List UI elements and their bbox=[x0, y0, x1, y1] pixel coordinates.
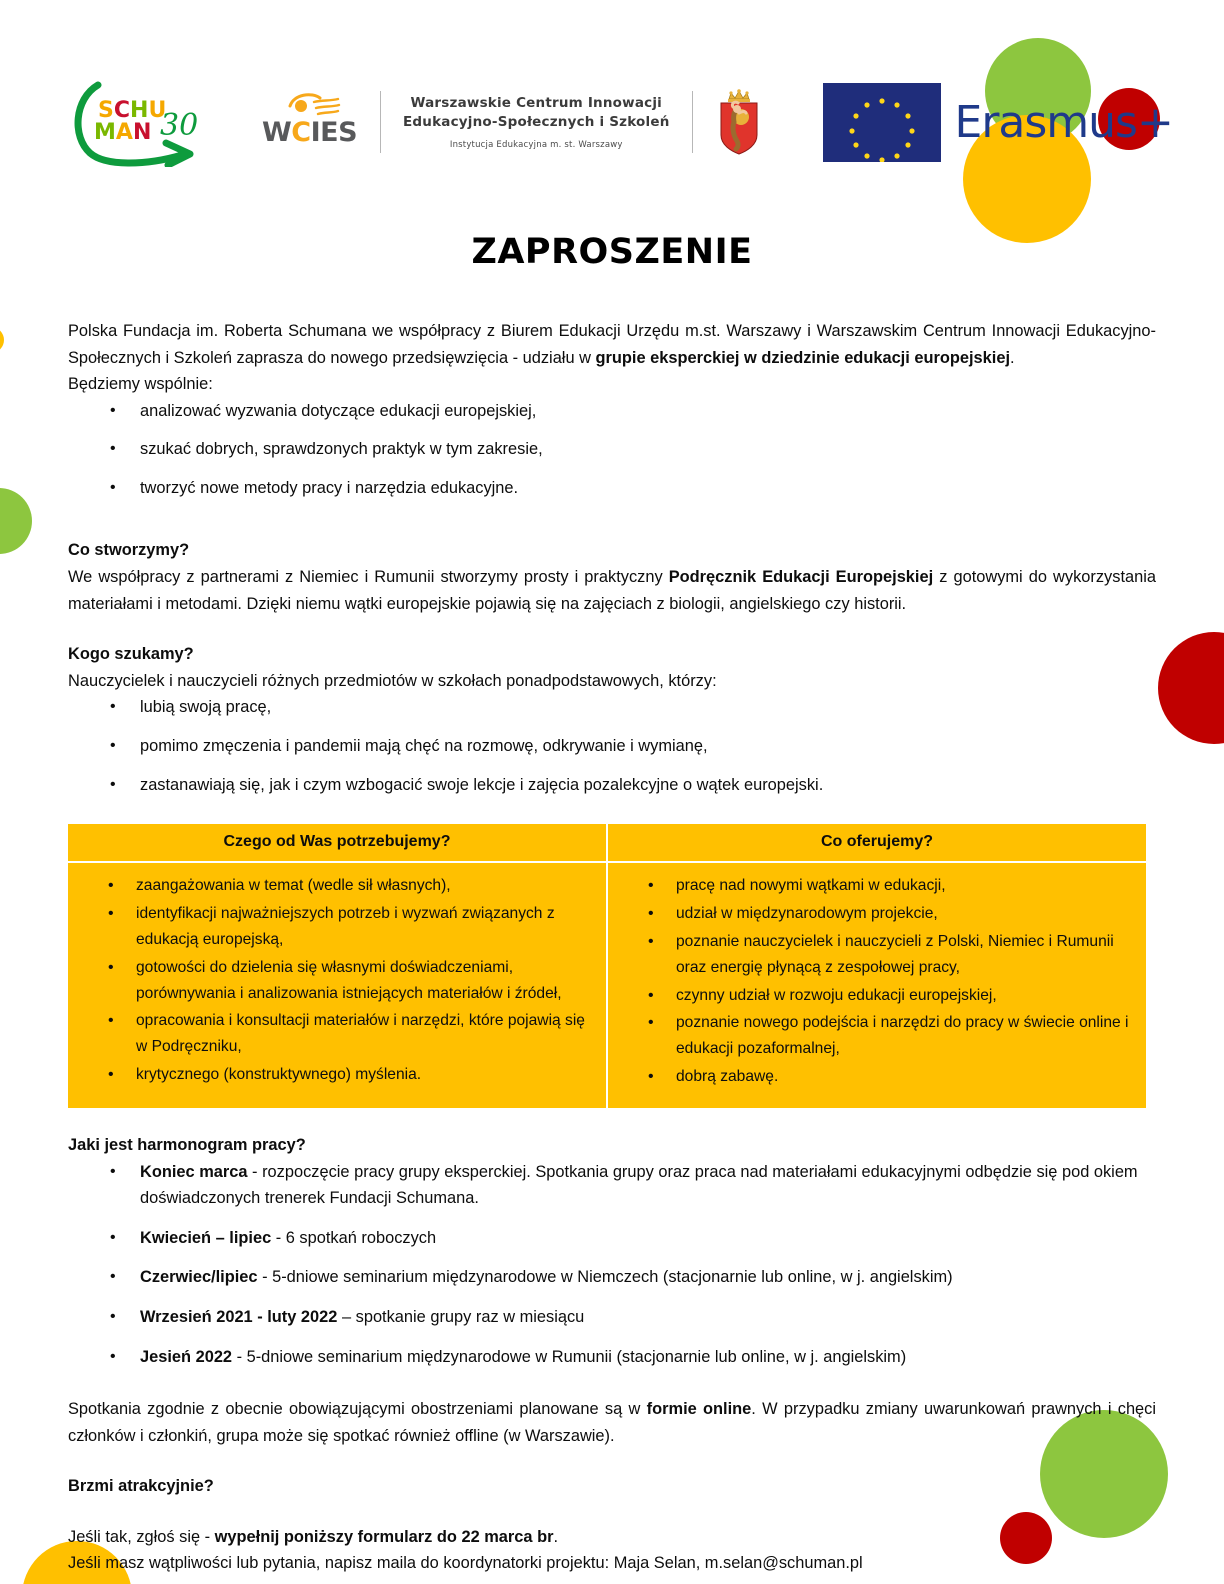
table-cell-requirements bbox=[68, 862, 607, 1108]
decorative-circle-green-left bbox=[0, 488, 32, 554]
offer-list bbox=[622, 873, 1132, 1090]
spacer bbox=[68, 1500, 1156, 1524]
list-item: • krytycznego (konstruktywnego) myślenia. bbox=[136, 1062, 592, 1088]
table-cell-offer bbox=[607, 862, 1146, 1108]
logo-bar bbox=[68, 72, 1173, 172]
eu-stars bbox=[823, 83, 941, 162]
list-item bbox=[140, 1304, 1156, 1331]
document-content bbox=[68, 0, 1156, 1577]
wcies-wordmark bbox=[262, 119, 357, 146]
svg-text:MAN: MAN bbox=[94, 120, 152, 145]
decorative-circle-red-right bbox=[1158, 632, 1224, 744]
schuman-30-logo bbox=[68, 77, 216, 167]
erasmus-plus-logo bbox=[823, 83, 1173, 162]
closing-line-2: Jeśli masz wątpliwości lub pytania, napisz maila do koordynatorki projektu: Maja Selan, m.selan@schuman.pl bbox=[68, 1554, 863, 1573]
closing-line-1-part-1: Jeśli tak, zgłoś się - bbox=[68, 1527, 215, 1546]
wcies-name-line-2: Edukacyjno-Społecznych i Szkoleń bbox=[403, 113, 670, 130]
wcies-mark bbox=[262, 90, 360, 154]
wcies-letter-w: W bbox=[262, 117, 292, 148]
table-header-requirements: Czego od Was potrzebujemy? bbox=[68, 824, 607, 862]
schedule-detail: - 6 spotkań roboczych bbox=[271, 1228, 437, 1247]
requirements-list bbox=[82, 873, 592, 1088]
spacer bbox=[68, 617, 1156, 641]
co-stworzymy-part-1: We współpracy z partnerami z Niemiec i Rumunii stworzymy prosty i praktyczny bbox=[68, 568, 669, 587]
eu-flag-icon bbox=[823, 83, 941, 162]
list-item: • czynny udział w rozwoju edukacji europejskiej, bbox=[676, 983, 1132, 1009]
logo-divider-1 bbox=[380, 91, 381, 153]
requirements-offer-table bbox=[68, 824, 1146, 1108]
list-item: • analizować wyzwania dotyczące edukacji europejskiej, bbox=[140, 398, 1156, 425]
table-row bbox=[68, 862, 1146, 1108]
intro-lead-in: Będziemy wspólnie: bbox=[68, 375, 213, 394]
online-note-bold: formie online bbox=[646, 1400, 752, 1419]
list-item: • poznanie nauczycielek i nauczycieli z Polski, Niemiec i Rumunii oraz energię płynącą z zespołowej pracy, bbox=[676, 929, 1132, 981]
section-heading-kogo-szukamy: Kogo szukamy? bbox=[68, 645, 194, 664]
table-body bbox=[68, 862, 1146, 1108]
svg-text:30: 30 bbox=[160, 108, 199, 143]
spacer bbox=[68, 1383, 1156, 1396]
kogo-szukamy-bullet-list bbox=[68, 694, 1156, 798]
list-item: • gotowości do dzielenia się własnymi doświadczeniami, porównywania i analizowania istniejących materiałów i źródeł, bbox=[136, 955, 592, 1007]
list-item: • opracowania i konsultacji materiałów i narzędzi, które pojawią się w Podręczniku, bbox=[136, 1008, 592, 1060]
closing-line-1 bbox=[68, 1524, 1156, 1551]
section-heading-co-stworzymy: Co stworzymy? bbox=[68, 541, 190, 560]
section-heading-harmonogram: Jaki jest harmonogram pracy? bbox=[68, 1136, 306, 1155]
schedule-detail: - 5-dniowe seminarium międzynarodowe w Rumunii (stacjonarnie lub online, w j. angielskim) bbox=[232, 1347, 907, 1366]
schedule-period: Kwiecień – lipiec bbox=[140, 1228, 272, 1247]
list-item bbox=[140, 1225, 1156, 1252]
table-header bbox=[68, 824, 1146, 862]
schedule-period: Czerwiec/lipiec bbox=[140, 1268, 258, 1287]
closing-line-1-bold: wypełnij poniższy formularz do 22 marca br bbox=[214, 1527, 554, 1546]
co-stworzymy-part-2: z gotowymi do wykorzystania materiałami i metodami. Dzięki niemu wątki europejskie pojawią się na zajęciach z biologii, angielskiego czy historii. bbox=[68, 568, 1156, 613]
spacer bbox=[68, 1108, 1156, 1132]
list-item: • pracę nad nowymi wątkami w edukacji, bbox=[676, 873, 1132, 899]
schedule-detail: - rozpoczęcie pracy grupy eksperckiej. Spotkania grupy oraz praca nad materiałami edukacyjnymi odbędzie się pod okiem doświadczonych trenerek Fundacji Schumana. bbox=[140, 1162, 1138, 1208]
spacer bbox=[68, 272, 1156, 318]
intro-text-part-2: . bbox=[1010, 348, 1015, 367]
schedule-detail: – spotkanie grupy raz w miesiącu bbox=[337, 1307, 585, 1326]
schedule-period: Koniec marca bbox=[140, 1162, 248, 1181]
list-item bbox=[140, 1344, 1156, 1371]
wcies-letter-ies: IES bbox=[310, 117, 358, 148]
list-item bbox=[140, 1264, 1156, 1291]
list-item: • identyfikacji najważniejszych potrzeb i wyzwań związanych z edukacją europejską, bbox=[136, 901, 592, 953]
schedule-period: Wrzesień 2021 - luty 2022 bbox=[140, 1307, 338, 1326]
wcies-subtitle: Instytucja Edukacyjna m. st. Warszawy bbox=[449, 139, 623, 150]
wcies-swoosh-icon bbox=[286, 90, 342, 120]
wcies-logo bbox=[262, 83, 775, 161]
intro-text-part-1: Polska Fundacja im. Roberta Schumana we współpracy z Biurem Edukacji Urzędu m.st. Warszawy i Warszawskim Centrum Innowacji Edukacyjno-Społecznych i Szkoleń zaprasza do nowego przedsięwzięcia - udziału w bbox=[68, 322, 1156, 367]
list-item: • tworzyć nowe metody pracy i narzędzia edukacyjne. bbox=[140, 475, 1156, 502]
section-heading-brzmi-atrakcyjnie: Brzmi atrakcyjnie? bbox=[68, 1477, 214, 1496]
closing-line-1-part-2: . bbox=[553, 1527, 559, 1546]
list-item: • zaangażowania w temat (wedle sił własnych), bbox=[136, 873, 592, 899]
wcies-name-line-1: Warszawskie Centrum Innowacji bbox=[410, 95, 662, 112]
table-header-row bbox=[68, 824, 1146, 862]
erasmus-wordmark: Erasmus+ bbox=[954, 96, 1173, 148]
intro-paragraph bbox=[68, 318, 1156, 371]
kogo-szukamy-lead-in: Nauczycielek i nauczycieli różnych przedmiotów w szkołach ponadpodstawowych, którzy: bbox=[68, 671, 717, 690]
online-note-paragraph bbox=[68, 1396, 1156, 1449]
intro-bullet-list bbox=[68, 398, 1156, 502]
list-item: • lubią swoją pracę, bbox=[140, 694, 1156, 721]
svg-text:SCHU: SCHU bbox=[98, 98, 167, 123]
wcies-letter-c: C bbox=[291, 117, 311, 148]
list-item: • szukać dobrych, sprawdzonych praktyk w tym zakresie, bbox=[140, 436, 1156, 463]
co-stworzymy-paragraph bbox=[68, 564, 1156, 617]
warsaw-coat-of-arms bbox=[717, 89, 761, 155]
page-title: ZAPROSZENIE bbox=[471, 232, 753, 272]
spacer bbox=[68, 513, 1156, 537]
harmonogram-list bbox=[68, 1159, 1156, 1370]
co-stworzymy-bold: Podręcznik Edukacji Europejskiej bbox=[668, 568, 934, 587]
list-item: • zastanawiają się, jak i czym wzbogacić swoje lekcje i zajęcia pozalekcyjne o wątek europejski. bbox=[140, 772, 1156, 799]
online-note-part-1: Spotkania zgodnie z obecnie obowiązującymi obostrzeniami planowane są w bbox=[68, 1400, 647, 1419]
list-item bbox=[140, 1159, 1156, 1212]
intro-text-bold: grupie eksperckiej w dziedzinie edukacji europejskiej bbox=[595, 348, 1010, 367]
table-header-offer: Co oferujemy? bbox=[607, 824, 1146, 862]
schedule-detail: - 5-dniowe seminarium międzynarodowe w Niemczech (stacjonarnie lub online, w j. angielskim) bbox=[257, 1268, 953, 1287]
spacer bbox=[68, 1449, 1156, 1473]
list-item: • poznanie nowego podejścia i narzędzi do pracy w świecie online i edukacji pozaformalnej, bbox=[676, 1010, 1132, 1062]
schuman-logo-graphic bbox=[68, 77, 216, 167]
online-note-part-2: . W przypadku zmiany uwarunkowań prawnych i chęci członków i członkiń, grupa może się spotkać również offline (w Warszawie). bbox=[68, 1400, 1157, 1445]
decorative-circle-orange-left bbox=[0, 327, 4, 353]
wcies-full-name bbox=[391, 94, 682, 149]
list-item: • dobrą zabawę. bbox=[676, 1064, 1132, 1090]
logo-divider-2 bbox=[692, 91, 693, 153]
schedule-period: Jesień 2022 bbox=[140, 1347, 233, 1366]
list-item: • pomimo zmęczenia i pandemii mają chęć na rozmowę, odkrywanie i wymianę, bbox=[140, 733, 1156, 760]
list-item: • udział w międzynarodowym projekcie, bbox=[676, 901, 1132, 927]
